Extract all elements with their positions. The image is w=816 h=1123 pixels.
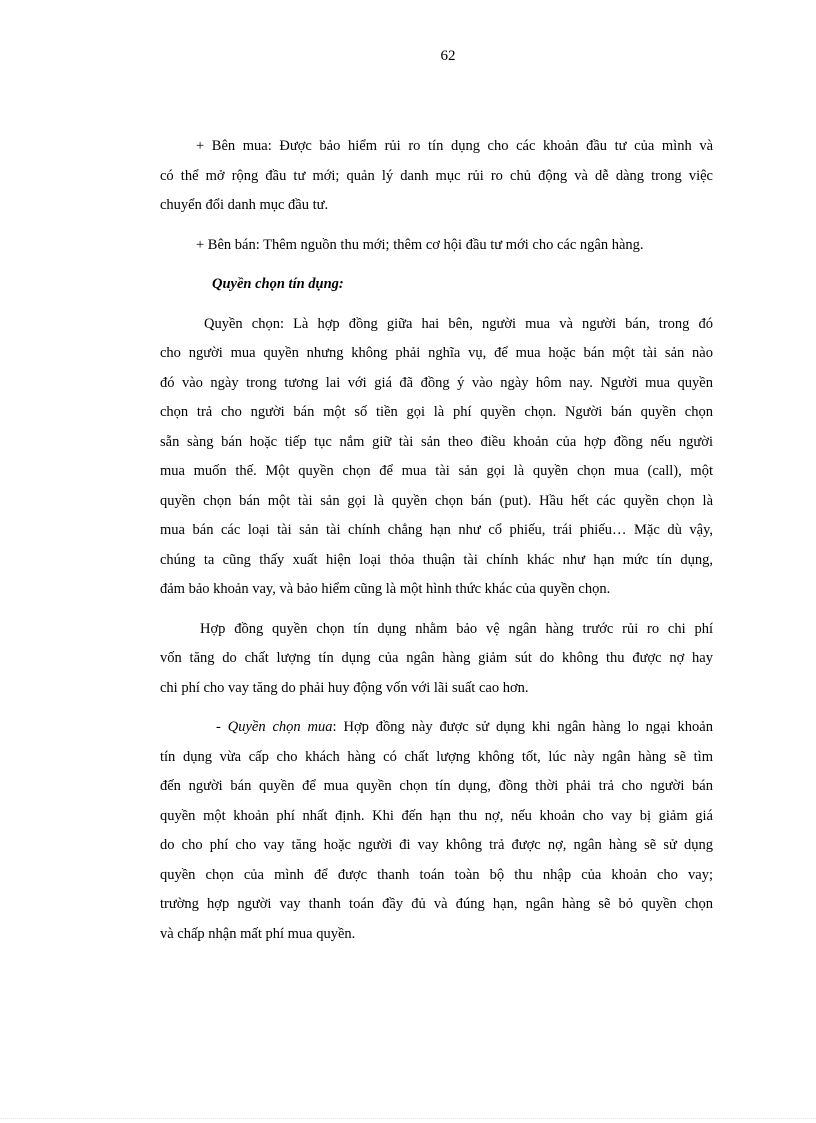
text-line: chuyển đổi danh mục đầu tư.: [160, 197, 329, 213]
text-line: + Bên mua: Được bảo hiểm rủi ro tín dụng cho các khoản đầu tư của mình và: [196, 138, 713, 154]
text-line: tín dụng vừa cấp cho khách hàng có chất lượng không tốt, lúc này ngân hàng sẽ tìm: [160, 748, 713, 765]
text-line: Quyền chọn: Là hợp đồng giữa hai bên, người mua và người bán, trong đó: [204, 315, 713, 332]
text-line: Hợp đồng quyền chọn tín dụng nhằm bảo vệ ngân hàng trước rủi ro chi phí: [200, 620, 713, 637]
definition-paragraph: [160, 310, 713, 605]
text-line: có thể mở rộng đầu tư mới; quản lý danh mục rủi ro chủ động và dễ dàng trong việc: [160, 167, 713, 184]
call-option-paragraph: [160, 713, 713, 949]
text-line: mua bán các loại tài sản tài chính chẳng hạn như cổ phiếu, trái phiếu… Mặc dù vậy,: [160, 522, 713, 538]
list-dash: -: [216, 719, 228, 735]
text-line: do cho phí cho vay tăng hoặc người đi vay không trả được nợ, ngân hàng sẽ sử dụng: [160, 837, 713, 853]
contract-paragraph: [160, 615, 713, 704]
text-line: [160, 713, 713, 743]
text-line: quyền chọn bán một tài sản gọi là quyền chọn bán (put). Hầu hết các quyền chọn là: [160, 492, 713, 509]
buyer-paragraph: [160, 132, 713, 221]
text-line: chi phí cho vay tăng do phải huy động vốn với lãi suất cao hơn.: [160, 679, 529, 696]
page-bottom-divider: [0, 1118, 816, 1119]
text-line: chúng ta cũng thấy xuất hiện loại thỏa thuận tài chính khác như hạn mức tín dụng,: [160, 551, 713, 568]
text-line: trường hợp người vay thanh toán đầy đủ và đúng hạn, ngân hàng sẽ bỏ quyền chọn: [160, 896, 713, 912]
text-line: quyền chọn của mình để được thanh toán toàn bộ thu nhập của khoản cho vay;: [160, 866, 713, 883]
text-line: và chấp nhận mất phí mua quyền.: [160, 925, 356, 942]
section-heading: Quyền chọn tín dụng:: [212, 276, 344, 292]
text-line: sẵn sàng bán hoặc tiếp tục nắm giữ tài sản theo điều khoản của hợp đồng nếu người: [160, 433, 713, 450]
text-line: chọn trả cho người bán một số tiền gọi là phí quyền chọn. Người bán quyền chọn: [160, 404, 713, 420]
document-body: [160, 132, 713, 949]
text-line: mua muốn thế. Một quyền chọn để mua tài sản gọi là quyền chọn mua (call), một: [160, 463, 713, 479]
text-line: đến người bán quyền để mua quyền chọn tín dụng, đồng thời phải trả cho người bán: [160, 778, 713, 794]
seller-paragraph: [160, 231, 713, 261]
term-call-option: Quyền chọn mua: [227, 719, 333, 735]
text-line: + Bên bán: Thêm nguồn thu mới; thêm cơ hội đầu tư mới cho các ngân hàng.: [196, 236, 644, 253]
text-line: đó vào ngày trong tương lai với giá đã đồng ý vào ngày hôm nay. Người mua quyền: [160, 374, 713, 391]
page-number: 62: [440, 48, 456, 64]
text-line: vốn tăng do chất lượng tín dụng của ngân hàng giảm sút do không thu được nợ hay: [160, 650, 713, 666]
term-definition: : Hợp đồng này được sử dụng khi ngân hàng lo ngại khoản: [332, 719, 713, 735]
text-line: đảm bảo khoản vay, và bảo hiểm cũng là một hình thức khác của quyền chọn.: [160, 581, 611, 597]
text-line: quyền một khoản phí nhất định. Khi đến hạn thu nợ, nếu khoản cho vay bị giảm giá: [160, 807, 713, 824]
text-line: cho người mua quyền nhưng không phải nghĩa vụ, để mua hoặc bán một tài sản nào: [160, 345, 713, 361]
